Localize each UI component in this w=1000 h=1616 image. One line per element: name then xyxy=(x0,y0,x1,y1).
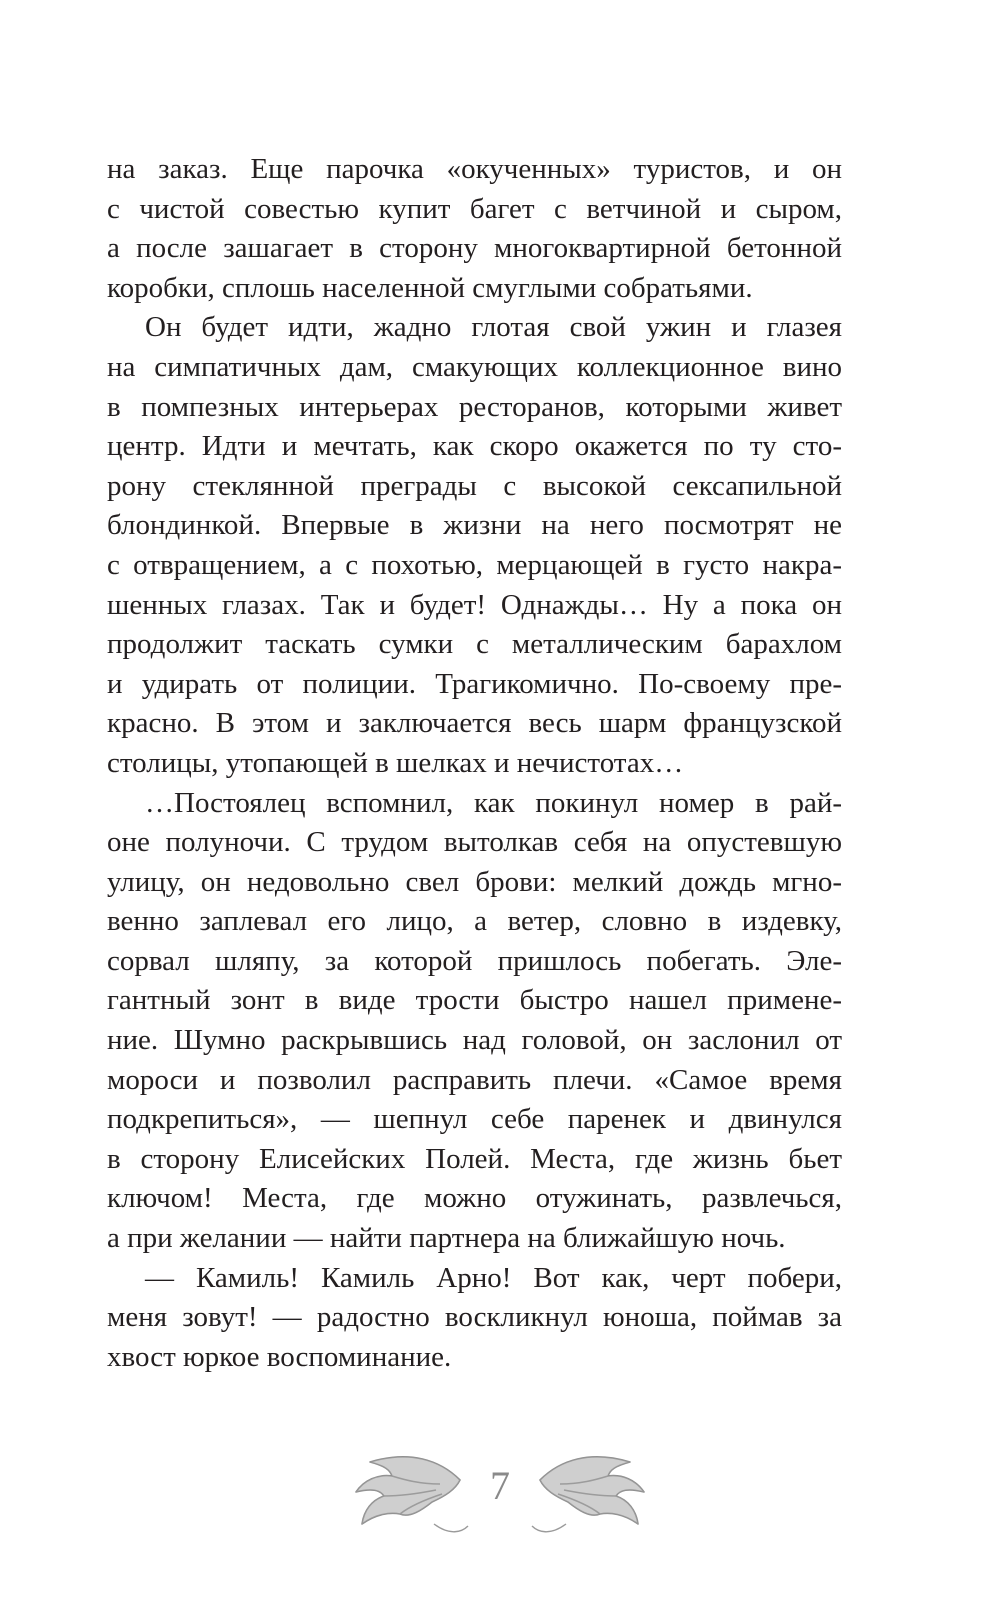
text-line: хвост юркое воспоминание. xyxy=(107,1340,452,1373)
text-line: рону стеклянной преграды с высокой сексапильной xyxy=(107,469,842,502)
text-line: красно. В этом и заключается весь шарм французской xyxy=(107,707,842,740)
text-line: с чистой совестью купит багет с ветчиной и сыром, xyxy=(107,192,842,225)
text-line: мороси и позволил расправить плечи. «Самое время xyxy=(107,1063,842,1096)
text-line: а при желании — найти партнера на ближайшую ночь. xyxy=(107,1222,786,1255)
text-line: столицы, утопающей в шелках и нечистотах… xyxy=(107,746,684,779)
body-text xyxy=(107,150,842,1377)
text-line: в помпезных интерьерах ресторанов, которыми живет xyxy=(107,390,842,423)
text-line: продолжит таскать сумки с металлическим барахлом xyxy=(107,628,842,661)
text-line: на симпатичных дам, смакующих коллекционное вино xyxy=(107,350,842,383)
page-footer-ornament xyxy=(350,1440,650,1550)
text-line: оне полуночи. С трудом вытолкав себя на опустевшую xyxy=(107,826,842,859)
text-line: ключом! Места, где можно отужинать, развлечься, xyxy=(107,1182,842,1215)
text-line: шенных глазах. Так и будет! Однажды… Ну а пока он xyxy=(107,588,842,621)
text-line: и удирать от полиции. Трагикомично. По-своему пре- xyxy=(107,667,842,700)
text-line: ние. Шумно раскрывшись над головой, он заслонил от xyxy=(107,1024,842,1057)
text-line: …Постоялец вспомнил, как покинул номер в рай- xyxy=(145,786,842,819)
page-number: 7 xyxy=(490,1463,510,1508)
text-line: меня зовут! — радостно воскликнул юноша, поймав за xyxy=(107,1301,842,1334)
text-line: венно заплевал его лицо, а ветер, словно в издевку, xyxy=(107,905,842,938)
text-line: с отвращением, а с похотью, мерцающей в густо накра- xyxy=(107,548,842,581)
text-line: гантный зонт в виде трости быстро нашел примене- xyxy=(107,984,842,1017)
text-line: коробки, сплошь населенной смуглыми собратьями. xyxy=(107,271,753,304)
text-line: — Камиль! Камиль Арно! Вот как, черт побери, xyxy=(145,1261,842,1294)
text-line: на заказ. Еще парочка «окученных» туристов, и он xyxy=(107,153,842,185)
text-line: а после зашагает в сторону многоквартирной бетонной xyxy=(107,232,842,265)
text-line: в сторону Елисейских Полей. Места, где жизнь бьет xyxy=(107,1142,842,1175)
text-line: блондинкой. Впервые в жизни на него посмотрят не xyxy=(107,509,842,542)
text-line: сорвал шляпу, за которой пришлось побегать. Эле- xyxy=(107,944,842,977)
text-line: улицу, он недовольно свел брови: мелкий дождь мгно- xyxy=(107,865,842,898)
text-line: подкрепиться», — шепнул себе паренек и двинулся xyxy=(107,1103,842,1136)
text-line: центр. Идти и мечтать, как скоро окажется по ту сто- xyxy=(107,430,842,463)
dragon-wings-icon xyxy=(530,1440,650,1540)
text-line: Он будет идти, жадно глотая свой ужин и глазея xyxy=(145,311,842,344)
